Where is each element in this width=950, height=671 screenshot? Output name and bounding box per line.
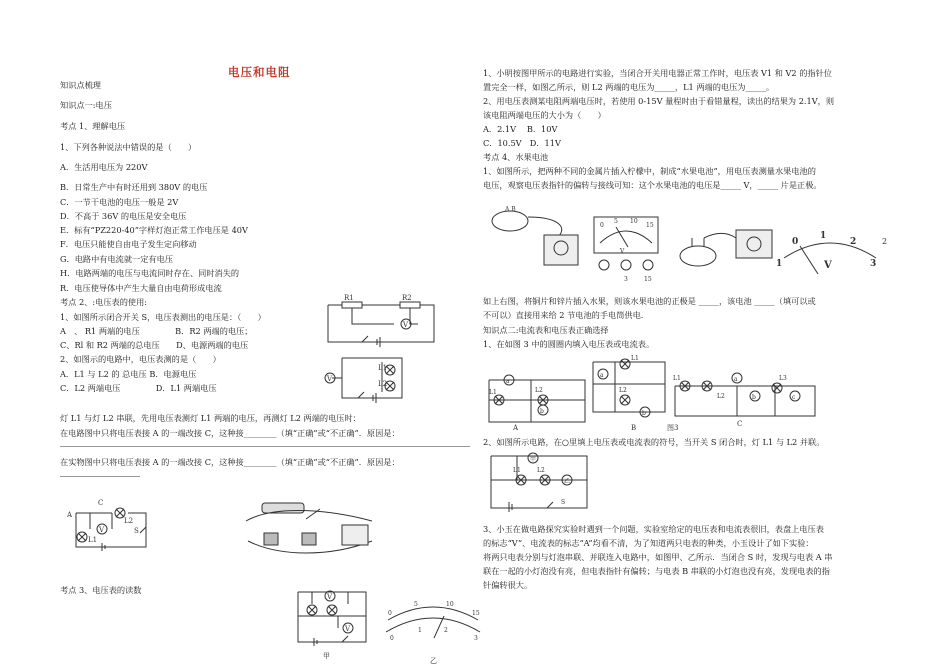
fig3-label: 图3: [667, 424, 679, 432]
l1-label: L1: [631, 355, 639, 362]
left-line: D．不高于 36V 的电压是安全电压: [60, 211, 187, 221]
left-line: R．电压使导体中产生大量自由电荷形成电流: [60, 283, 222, 293]
tick-label: 15: [472, 610, 480, 617]
voltmeter-label: V: [824, 260, 832, 271]
left-line: 知识点梳理: [60, 80, 101, 90]
left-line: G．电路中有电流就一定有电压: [60, 254, 173, 264]
tick-label: 2: [850, 237, 857, 247]
left-line: A．L1 与 L2 的 总电压 B．电源电压: [60, 369, 197, 379]
right-line: 3、小玉在做电路探究实验时遇到一个问题，实验室给定的电压表和电流表很旧，表盘上电压表: [483, 524, 824, 534]
right-line: 1、小明按图甲所示的电路进行实验，当闭合开关用电器正常工作时，电压表 V1 和 V2 的指针位: [483, 68, 832, 78]
l2-label: L2: [619, 387, 627, 394]
page-title: 电压和电阻: [228, 65, 291, 79]
voltmeter-dial: [590, 213, 664, 287]
meter-yi-label: 乙: [564, 478, 571, 485]
s-label: S: [561, 499, 566, 506]
right-line: 电压，观察电压表指针的偏转与接线可知：这个水果电池的电压是_____ V，_____ 片是正极。: [483, 180, 822, 190]
voltmeter-label: V: [620, 248, 625, 255]
left-line: F．电压只能使自由电子发生定向移动: [60, 239, 197, 249]
l3-label: L3: [779, 375, 787, 382]
right-line: 该电阻两端电压的大小为（ ）: [483, 110, 606, 120]
tick-label: 3: [474, 635, 478, 642]
voltmeter-label: V: [327, 375, 333, 383]
l2-label: L2: [537, 467, 545, 474]
tick-label: 5: [614, 218, 618, 225]
meter-b-label: b: [642, 410, 646, 417]
right-line: 2、如图所示电路，在○里填上电压表或电流表的符号，当开关 S 闭合时，灯 L1 与 L2 并联。: [483, 437, 825, 447]
circuit-jia: [292, 588, 372, 650]
right-line: 不可以）直接用来给 2 节电池的手电筒供电.: [483, 310, 644, 320]
tick-label: 0: [390, 635, 394, 642]
left-line: 在实物图中只将电压表接 A 的一端改接 C，这种接________（填“正确”或“不正确”．原因是：: [60, 457, 400, 467]
lemon-battery-picture: [488, 197, 588, 271]
left-line: A 、 R1 两端的电压 B．R2 两端的电压；: [60, 326, 253, 336]
tick-label: 0: [388, 610, 392, 617]
right-line: 如上右图，将铜片和锌片插入水果，则该水果电池的正极是 _____，该电池 _____（填可以或: [483, 296, 816, 306]
meter-c-label: c: [792, 394, 796, 401]
right-line: 考点 4、水果电池: [483, 152, 549, 162]
tick-label: 1: [776, 259, 783, 269]
voltmeter-label: V: [345, 625, 351, 633]
parallel-lamps-circuit: [487, 450, 593, 514]
voltmeter-scale-large: [770, 228, 890, 278]
right-line: 置完全一样，如图乙所示，则 L2 两端的电压为_____，L1 两端的电压为_____。: [483, 82, 775, 92]
s-label: S: [134, 527, 139, 535]
tick-label: 3: [870, 259, 877, 269]
tick-label: 2: [444, 627, 448, 634]
l2-label: L2: [124, 517, 134, 525]
left-line: 灯 L1 与灯 L2 串联，先用电压表测灯 L1 两端的电压，再测灯 L2 两端的电压时：: [60, 413, 361, 423]
l2-label: L2: [535, 387, 543, 394]
l2-label: L2: [717, 393, 725, 400]
right-line: 知识点二:电流表和电压表正确选择: [483, 325, 609, 335]
a-label: A: [67, 511, 73, 519]
a-label: A: [513, 424, 519, 432]
l1-label: L1: [378, 364, 388, 372]
tick-label: 1: [820, 231, 827, 241]
terminal-label: 3: [624, 276, 628, 283]
meter-jia-label: 甲: [530, 456, 537, 463]
voltmeter-label: V: [327, 593, 333, 601]
left-line: A．生活用电压为 220V: [60, 162, 148, 172]
left-line: C、Rl 和 R2 两端的总电压 D、电源两端的电压: [60, 340, 249, 350]
voltmeter-label: V: [99, 526, 105, 534]
meter-b-label: b: [752, 394, 756, 401]
left-line: C．L2 两端电压 D．L1 两端电压: [60, 383, 217, 393]
left-line: 1、如图所示闭合开关 S，电压表测出的电压是：（ ）: [60, 312, 266, 322]
left-line: 在电路图中只将电压表接 A 的一端改接 C，这种接________（填“正确”或“不正确”．原因是：: [60, 428, 400, 438]
left-line: E．标有“PZ220-40”字样灯泡正常工作电压是 40V: [60, 225, 248, 235]
right-line: 1、在如图 3 中的圆圈内填入电压表或电流表。: [483, 339, 655, 349]
left-line: B．日常生产中有时还用到 380V 的电压: [60, 182, 208, 192]
l1-l2-voltmeter-circuit: [318, 352, 408, 404]
fig-label-yi: 乙: [430, 657, 437, 665]
left-line: C．一节干电池的电压一般是 2V: [60, 197, 179, 207]
right-line: C．10.5V D．11V: [483, 138, 561, 148]
right-line: A．2.1V B．10V: [483, 124, 558, 134]
meter-b-label: b: [540, 408, 544, 415]
fruit-battery-picture: [670, 224, 783, 274]
meter-a-label: a: [734, 376, 738, 383]
tick-label: 1: [418, 627, 422, 634]
r1-label: R1: [344, 294, 354, 302]
meter-a-label: a: [600, 372, 604, 379]
right-line: 针偏转很大。: [483, 580, 533, 590]
c-label: C: [737, 420, 743, 428]
b-label: B: [631, 424, 637, 432]
right-line: 联在一起的小灯泡没有亮，但电表指针有偏转；与电表 B 串联的小灯泡也没有亮，发现电表的指: [483, 566, 830, 576]
left-line: 考点 2、:电压表的使用:: [60, 297, 148, 307]
figure3-circuits: [485, 352, 825, 432]
l1-label: L1: [513, 467, 521, 474]
tick-label: 15: [646, 222, 654, 229]
ab-label: A B: [505, 206, 516, 213]
pos-label: 2: [882, 237, 888, 246]
tick-label: 5: [414, 601, 418, 608]
l2-label: L2: [378, 380, 388, 388]
r1-r2-voltmeter-circuit: [322, 296, 442, 348]
left-line: 2、如图示的电路中，电压表测的是（ ）: [60, 354, 221, 364]
l1-label: L1: [673, 375, 681, 382]
series-lamps-circuit: [62, 493, 154, 557]
left-line: H．电路两端的电压与电流同时存在、同时消失的: [60, 268, 240, 278]
meter-a-label: a: [506, 378, 510, 385]
right-line: 1、如图所示，把两种不同的金属片插入柠檬中，制成“水果电池”，用电压表测量水果电池的: [483, 166, 816, 176]
right-line: 将两只电表分别与灯泡串联、并联连入电路中，如图甲、乙所示．当闭合 S 时，发现与电表 A 串: [483, 552, 833, 562]
tick-label: 0: [792, 237, 799, 247]
left-line: 1、下列各种说法中错误的是（ ）: [60, 142, 197, 152]
l1-label: L1: [489, 389, 497, 396]
left-line: 考点 1、理解电压: [60, 121, 126, 131]
tick-label: 10: [630, 218, 638, 225]
apparatus-picture: [240, 497, 378, 561]
c-label: C: [98, 499, 104, 507]
voltmeter-label: V: [403, 321, 409, 329]
tick-label: 10: [446, 601, 454, 608]
fig-label-jia: 甲: [323, 652, 330, 660]
right-line: 的标志“V”、电流表的标志“A”均看不清，为了知道两只电表的种类，小玉设计了如下实验：: [483, 538, 814, 548]
r2-label: R2: [402, 294, 412, 302]
right-line: 2、用电压表测某电阻两端电压时，若使用 0-15V 量程时由于看错量程，读出的结果为 2.1V，则: [483, 96, 835, 106]
meter-yi: [378, 598, 488, 640]
tick-label: 0: [600, 222, 604, 229]
l1-label: L1: [88, 536, 98, 544]
terminal-label: 15: [644, 276, 652, 283]
left-line: 考点 3、电压表的读数: [60, 585, 142, 595]
left-line: 知识点一:电压: [60, 100, 112, 110]
